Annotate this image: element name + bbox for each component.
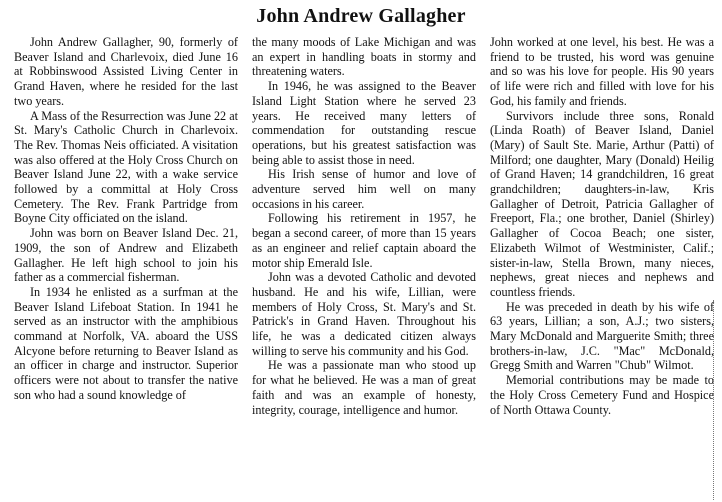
column-2 — [252, 35, 476, 497]
column-3 — [490, 35, 714, 497]
paragraph: In 1934 he enlisted as a surfman at the Beaver Island Lifeboat Station. In 1941 he served as an instructor with the amphibious command at Norfolk, VA. aboard the USS Alcyone before returning to Beaver Island as an officer in charge and instructor. Superior officers were not about to transfer the native son who had a sound knowledge of — [14, 284, 238, 402]
paragraph: He was a passionate man who stood up for what he believed. He was a man of great faith and was an example of honesty, integrity, courage, intelligence and humor. — [252, 358, 476, 417]
paragraph: John was a devoted Catholic and devoted husband. He and his wife, Lillian, were members of Holy Cross, St. Mary's and St. Patrick's in Grand Haven. Throughout his life, he was a dedicated citizen always willing to serve his community and his God. — [252, 270, 476, 358]
article-body — [14, 35, 714, 497]
paragraph: Memorial contributions may be made to the Holy Cross Cemetery Fund and Hospice of North Ottawa County. — [490, 373, 714, 417]
paragraph-continuation: John worked at one level, his best. He was a friend to be trusted, his word was genuine and so was his love for people. His 90 years of life were rich and filled with love for his God, his family and friends. — [490, 35, 714, 108]
paragraph: His Irish sense of humor and love of adventure served him well on many occasions in his career. — [252, 167, 476, 211]
obituary-title: John Andrew Gallagher — [256, 5, 466, 27]
paragraph: Survivors include three sons, Ronald (Linda Roath) of Beaver Island, Daniel (Mary) of Sault Ste. Marie, Arthur (Patti) of Milford; one daughter, Mary (Donald) Heilig of Grand Haven; 14 grandchildren, 16 great grandchildren; daughters-in-law, Kris Gallagher of Detroit, Patricia Gallagher of Freeport, Fla.; one brother, Daniel (Shirley) Gallagher of Cocoa Beach; one sister, Elizabeth Wilmot of Westminister, Calif.; sister-in-law, Stella Brown, many nieces, nephews, great nieces and nephews and countless friends. — [490, 108, 714, 299]
paragraph: In 1946, he was assigned to the Beaver Island Light Station where he served 23 years. He received many letters of commendation for outstanding rescue operations, but his greatest satisfaction was being able to assist those in need. — [252, 79, 476, 167]
paragraph: He was preceded in death by his wife of 63 years, Lillian; a son, A.J.; two sisters, Mary McDonald and Marguerite Smith; three brothers-in-law, J.C. "Mac" McDonald, Gregg Smith and Warren "Chub" Wilmot. — [490, 299, 714, 373]
paragraph: John was born on Beaver Island Dec. 21, 1909, the son of Andrew and Elizabeth Gallagher. He left high school to join his father as a commercial fisherman. — [14, 226, 238, 285]
paragraph: Following his retirement in 1957, he began a second career, of more than 15 years as an engineer and relief captain aboard the motor ship Emerald Isle. — [252, 211, 476, 270]
paragraph: John Andrew Gallagher, 90, formerly of Beaver Island and Charlevoix, died June 16 at Robbinswood Assisted Living Center in Grand Haven, where he resided for the last two years. — [14, 35, 238, 108]
paragraph-continuation: the many moods of Lake Michigan and was an expert in handling boats in stormy and threatening waters. — [252, 35, 476, 79]
column-1 — [14, 35, 238, 497]
scan-edge-mark — [713, 300, 720, 500]
paragraph: A Mass of the Resurrection was June 22 at St. Mary's Catholic Church in Charlevoix. The Rev. Thomas Neis officiated. A visitation was also offered at the Holy Cross Church on Beaver Island June 22, with a wake service followed by a committal at Holy Cross Cemetery. The Rev. Frank Partridge from Boyne City officiated on the island. — [14, 108, 238, 226]
